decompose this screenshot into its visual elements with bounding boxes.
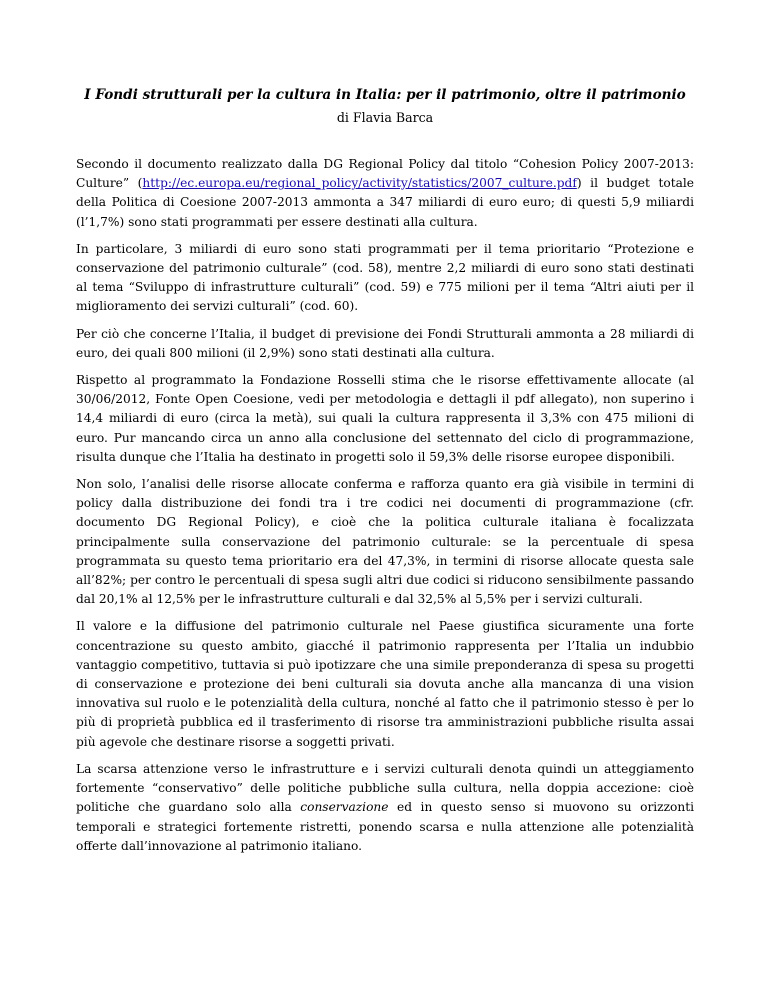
paragraph-3: Per ciò che concerne l’Italia, il budget di previsione dei Fondi Strutturali ammonta a 28 miliardi di euro, dei quali 800 milioni (il 2,9%) sono stati destinati alla cultura.: [76, 326, 694, 360]
paragraph-5: Non solo, l’analisi delle risorse allocate conferma e rafforza quanto era già visibile in termini di policy dalla distribuzione dei fondi tra i tre codici nei documenti di programmazione (cfr. documento DG Regional Policy), e cioè che la politica culturale italiana è focalizzata principalmente sulla conservazione del patrimonio culturale: se la percentuale di spesa programmata su questo tema prioritario era del 47,3%, in termini di risorse allocate questa sale all’82%; per contro le percentuali di spesa sugli altri due codici si riducono sensibilmente passando dal 20,1% al 12,5% per le infrastrutture culturali e dal 32,5% al 5,5% per i servizi culturali.: [76, 477, 694, 607]
paragraph-7: [76, 760, 694, 856]
paragraph-1-text-b: ) il budget totale della Politica di Coesione 2007-2013 ammonta a 347 miliardi di euro euro; di questi 5,9 miliardi (l’1,7%) sono stati programmati per essere destinati alla cultura.: [76, 176, 694, 229]
paragraph-7-text-a: La scarsa attenzione verso le infrastrutture e i servizi culturali denota quindi un atteggiamento fortemente “conservativo” delle politiche pubbliche sulla cultura, nella doppia accezione: cioè politiche che guardano solo alla: [76, 761, 694, 815]
paragraph-7-text-b: ed in questo senso si muovono su orizzonti temporali e strategici fortemente ristretti, ponendo scarsa e nulla attenzione alle potenzialità offerte dall’innovazione al patrimonio italiano.: [76, 800, 695, 853]
paragraph-1: [76, 155, 694, 232]
document-body: [76, 86, 694, 864]
paragraph-7-emphasis: conservazione: [300, 800, 389, 815]
author-byline: di Flavia Barca: [336, 110, 434, 125]
paragraph-4: Rispetto al programmato la Fondazione Rosselli stima che le risorse effettivamente allocate (al 30/06/2012, Fonte Open Coesione, vedi per metodologia e dettagli il pdf allegato), non superino i 14,4 miliardi di euro (circa la metà), sui quali la cultura rappresenta il 3,3% con 475 milioni di euro. Pur mancando circa un anno alla conclusione del settennato del ciclo di programmazione, risulta dunque che l’Italia ha destinato in progetti solo il 59,3% delle risorse europee disponibili.: [76, 373, 694, 464]
paragraph-6: Il valore e la diffusione del patrimonio culturale nel Paese giustifica sicuramente una forte concentrazione su questo ambito, giacché il patrimonio rappresenta per l’Italia un indubbio vantaggio competitivo, tuttavia si può ipotizzare che una simile preponderanza di spesa su progetti di conservazione e protezione dei beni culturali sia dovuta anche alla mancanza di una vision innovativa sul ruolo e le potenzialità della cultura, nonché al fatto che il patrimonio stesso è per lo più di proprietà pubblica ed il trasferimento di risorse tra amministrazioni pubbliche risulta assai più agevole che destinare risorse a soggetti privati.: [76, 619, 694, 749]
pdf-link[interactable]: http://ec.europa.eu/regional_policy/activity/statistics/2007_culture.pdf: [142, 176, 577, 191]
paragraph-2: In particolare, 3 miliardi di euro sono stati programmati per il tema prioritario “Protezione e conservazione del patrimonio culturale” (cod. 58), mentre 2,2 miliardi di euro sono stati destinati al tema “Sviluppo di infrastrutture culturali” (cod. 59) e 775 milioni per il tema “Altri aiuti per il miglioramento dei servizi culturali” (cod. 60).: [76, 241, 694, 314]
document-title: I Fondi strutturali per la cultura in Italia: per il patrimonio, oltre il patrimonio: [84, 87, 686, 103]
paragraph-1-text-a: Secondo il documento realizzato dalla DG Regional Policy dal titolo “Cohesion Policy 2007-2013: Culture” (: [76, 157, 694, 191]
